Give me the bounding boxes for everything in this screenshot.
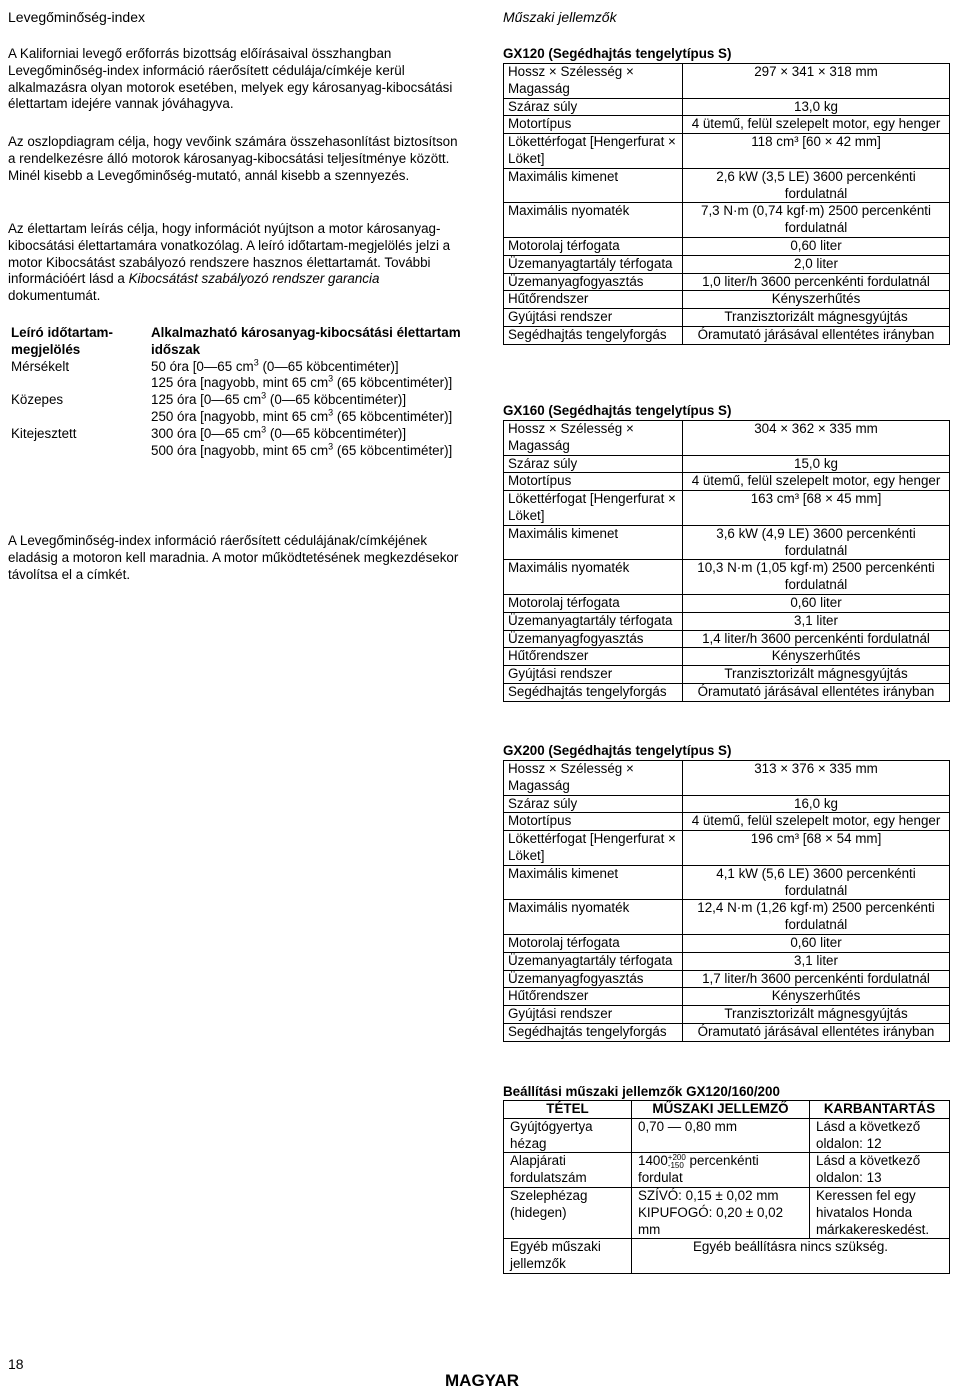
durability-label: Kitejesztett [11,425,77,441]
durability-label: Közepes [11,392,64,408]
spec-value: 0,60 liter [683,934,950,952]
spec-label: Hűtőrendszer [504,988,683,1006]
table-row [504,491,950,526]
table-row [504,134,950,169]
gx120-spec-table [503,63,950,345]
durability-head-col2: Alkalmazható károsanyag-kibocsátási élettartam időszak [151,325,461,357]
adjust-maint: Keressen fel egy hivatalos Honda márkakereskedést. [810,1187,950,1238]
table-row [504,64,950,99]
paragraph-3-tail: dokumentumát. [8,288,101,304]
spec-label: Száraz súly [504,795,683,813]
durability-value: 300 óra [0—65 $cm^3$ (0—65 köbcentiméter)] 500 óra [nagyobb, mint 65 $cm^3$ (65 köbcentiméter)] [151,424,453,458]
air-index-paragraph-3 [8,221,464,305]
spec-value: Kényszerhűtés [683,648,950,666]
durability-value: 125 óra [0—65 $cm^3$ (0—65 köbcentiméter)] 250 óra [nagyobb, mint 65 $cm^3$ (65 köbcentiméter)] [151,390,453,424]
spec-value: 4 ütemű, felül szelepelt motor, egy henger [683,473,950,491]
left-column [8,0,464,582]
spec-label: Lökettérfogat [Hengerfurat × Löket] [504,831,683,866]
table-row [8,359,468,393]
table-row [504,525,950,560]
table-row [504,203,950,238]
spec-label: Maximális kimenet [504,168,683,203]
adjust-item: Gyújtógyertya hézag [504,1118,632,1153]
spec-value: 7,3 N·m (0,74 kgf·m) 2500 percenkénti fordulatnál [683,203,950,238]
durability-head-col1: Leíró időtartam-megjelölés [11,325,113,357]
table-row [504,98,950,116]
table-row [504,630,950,648]
table-row [504,594,950,612]
spec-label: Motortípus [504,116,683,134]
adjust-item: Egyéb műszaki jellemzők [504,1239,632,1274]
table-row [504,455,950,473]
durability-table-header [8,325,468,359]
durability-label: Mérsékelt [11,358,70,374]
table-row [504,309,950,327]
table-row [504,291,950,309]
spec-label: Gyújtási rendszer [504,309,683,327]
air-index-title: Levegőminőség-index [8,9,145,25]
table-row [504,813,950,831]
adjust-head-maint: KARBANTARTÁS [810,1101,950,1119]
table-row [504,1006,950,1024]
spec-value: 3,1 liter [683,612,950,630]
spec-value: Tranzisztorizált mágnesgyújtás [683,666,950,684]
adjust-spec: Egyéb beállításra nincs szükség. [632,1239,950,1274]
spec-label: Üzemanyagtartály térfogata [504,255,683,273]
adjust-table-header [504,1101,950,1119]
table-row [504,970,950,988]
table-row [504,273,950,291]
spec-value: 16,0 kg [683,795,950,813]
spec-label: Motortípus [504,813,683,831]
adjust-maint: Lásd a következő oldalon: 12 [810,1118,950,1153]
table-row [504,1118,950,1153]
gx160-title: GX160 (Segédhajtás tengelytípus S) [503,403,732,418]
table-row [8,392,468,426]
spec-value: 0,60 liter [683,237,950,255]
gx120-title: GX120 (Segédhajtás tengelytípus S) [503,46,732,61]
table-row [504,831,950,866]
table-row [504,237,950,255]
spec-value: 118 cm³ [60 × 42 mm] [683,134,950,169]
spec-label: Hossz × Szélesség × Magasság [504,421,683,456]
language-label: MAGYAR [445,1371,519,1390]
spec-label: Segédhajtás tengelyforgás [504,1023,683,1041]
spec-label: Gyújtási rendszer [504,666,683,684]
spec-value: 196 cm³ [68 × 54 mm] [683,831,950,866]
spec-label: Gyújtási rendszer [504,1006,683,1024]
table-row [504,1187,950,1238]
spec-label: Segédhajtás tengelyforgás [504,326,683,344]
adjust-head-item: TÉTEL [504,1101,632,1119]
spec-value: 3,6 kW (4,9 LE) 3600 percenkénti fordulatnál [683,525,950,560]
table-row [504,761,950,796]
spec-label: Motorolaj térfogata [504,594,683,612]
table-row [504,683,950,701]
adjust-item: Alapjárati fordulatszám [504,1153,632,1188]
spec-label: Maximális nyomaték [504,560,683,595]
spec-label: Hűtőrendszer [504,291,683,309]
spec-label: Lökettérfogat [Hengerfurat × Löket] [504,134,683,169]
spec-label: Lökettérfogat [Hengerfurat × Löket] [504,491,683,526]
spec-label: Üzemanyagfogyasztás [504,630,683,648]
air-index-paragraph-1: A Kaliforniai levegő erőforrás bizottság előírásaival összhangban Levegőminőség-index információ ráerősített cédulája/címkéje kerül alkalmazásra olyan motorok esetében, melyek egy károsanyag-kibocsátási élettartam idejére vannak jóváhagyva. [8,46,453,112]
spec-label: Maximális kimenet [504,865,683,900]
spec-label: Maximális nyomaték [504,203,683,238]
table-row [504,865,950,900]
spec-value: 2,6 kW (3,5 LE) 3600 percenkénti fordulatnál [683,168,950,203]
spec-value: 1,7 liter/h 3600 percenkénti fordulatnál [683,970,950,988]
spec-value: Óramutató járásával ellentétes irányban [683,1023,950,1041]
spec-value: Kényszerhűtés [683,988,950,1006]
table-row [504,988,950,1006]
spec-value: 12,4 N·m (1,26 kgf·m) 2500 percenkénti fordulatnál [683,900,950,935]
spec-label: Üzemanyagfogyasztás [504,970,683,988]
spec-label: Hossz × Szélesség × Magasság [504,761,683,796]
spec-label: Motortípus [504,473,683,491]
air-index-paragraph-2: Az oszlopdiagram célja, hogy vevőink számára összehasonlítást biztosítson a rendelkezésre álló motorok károsanyag-kibocsátási teljesítménye között. Minél kisebb a Levegőminőség-mutató, annál kisebb a szennyezés. [8,134,458,183]
adjust-item: Szelephézag (hidegen) [504,1187,632,1238]
table-row [8,426,468,460]
durability-value: 50 óra [0—65 $cm^3$ (0—65 köbcentiméter)] 125 óra [nagyobb, mint 65 $cm^3$ (65 köbcentiméter)] [151,357,453,391]
spec-value: 4 ütemű, felül szelepelt motor, egy henger [683,116,950,134]
spec-label: Motorolaj térfogata [504,934,683,952]
spec-label: Üzemanyagtartály térfogata [504,612,683,630]
spec-label: Üzemanyagfogyasztás [504,273,683,291]
table-row [504,666,950,684]
specs-title: Műszaki jellemzők [503,9,617,25]
spec-value: 163 cm³ [68 × 45 mm] [683,491,950,526]
adjust-title: Beállítási műszaki jellemzők GX120/160/200 [503,1084,780,1099]
table-row [504,326,950,344]
adjust-maint: Lásd a következő oldalon: 13 [810,1153,950,1188]
table-row [504,116,950,134]
table-row [504,1153,950,1188]
table-row [504,1023,950,1041]
label-removal-paragraph: A Levegőminőség-index információ ráerősített cédulájának/címkéjének eladásig a motoron kell maradnia. A motor működtetésének megkezdésekor távolítsa el a címkét. [8,533,459,582]
spec-label: Üzemanyagtartály térfogata [504,952,683,970]
adjust-spec: 0,70 — 0,80 mm [632,1118,810,1153]
spec-label: Segédhajtás tengelyforgás [504,683,683,701]
spec-label: Maximális nyomaték [504,900,683,935]
paragraph-3-text: Az élettartam leírás célja, hogy információt nyújtson a motor károsanyag-kibocsátási élettartamára vonatkozólag. A leíró időtartam-megjelölés jelzi a motor Kibocsátást szabályozó rendszere hasznos élettartamát. További információért lásd a [8,221,451,287]
adjust-head-spec: MŰSZAKI JELLEMZŐ [632,1101,810,1119]
table-row [504,168,950,203]
spec-value: 0,60 liter [683,594,950,612]
spec-value: 4,1 kW (5,6 LE) 3600 percenkénti fordulatnál [683,865,950,900]
table-row [504,560,950,595]
gx200-title: GX200 (Segédhajtás tengelytípus S) [503,743,732,758]
spec-value: 2,0 liter [683,255,950,273]
table-row [504,795,950,813]
spec-value: Óramutató járásával ellentétes irányban [683,683,950,701]
spec-value: Tranzisztorizált mágnesgyújtás [683,1006,950,1024]
durability-table [8,325,468,459]
spec-value: 297 × 341 × 318 mm [683,64,950,99]
table-row [504,421,950,456]
spec-value: Óramutató járásával ellentétes irányban [683,326,950,344]
table-row [504,900,950,935]
spec-value: 1,0 liter/h 3600 percenkénti fordulatnál [683,273,950,291]
table-row [504,1239,950,1274]
spec-label: Száraz súly [504,455,683,473]
spec-value: 4 ütemű, felül szelepelt motor, egy henger [683,813,950,831]
spec-label: Motorolaj térfogata [504,237,683,255]
spec-value: 1,4 liter/h 3600 percenkénti fordulatnál [683,630,950,648]
table-row [504,473,950,491]
adjust-spec: 1400 +200 -150 percenkénti fordulat [632,1153,810,1188]
warranty-doc-ref: Kibocsátást szabályozó rendszer garancia [128,271,380,287]
spec-value: 13,0 kg [683,98,950,116]
spec-value: Kényszerhűtés [683,291,950,309]
table-row [504,952,950,970]
page-number: 18 [8,1356,24,1372]
right-column [503,0,950,1272]
adjust-spec: SZÍVÓ: 0,15 ± 0,02 mm KIPUFOGÓ: 0,20 ± 0,02 mm [632,1187,810,1238]
gx200-spec-table [503,760,950,1042]
gx160-spec-table [503,420,950,702]
spec-value: Tranzisztorizált mágnesgyújtás [683,309,950,327]
table-row [504,612,950,630]
spec-value: 304 × 362 × 335 mm [683,421,950,456]
spec-label: Hűtőrendszer [504,648,683,666]
spec-label: Száraz súly [504,98,683,116]
spec-value: 10,3 N·m (1,05 kgf·m) 2500 percenkénti fordulatnál [683,560,950,595]
spec-label: Hossz × Szélesség × Magasság [504,64,683,99]
table-row [504,255,950,273]
spec-value: 313 × 376 × 335 mm [683,761,950,796]
adjust-table [503,1100,950,1274]
table-row [504,934,950,952]
spec-label: Maximális kimenet [504,525,683,560]
spec-value: 15,0 kg [683,455,950,473]
table-row [504,648,950,666]
spec-value: 3,1 liter [683,952,950,970]
